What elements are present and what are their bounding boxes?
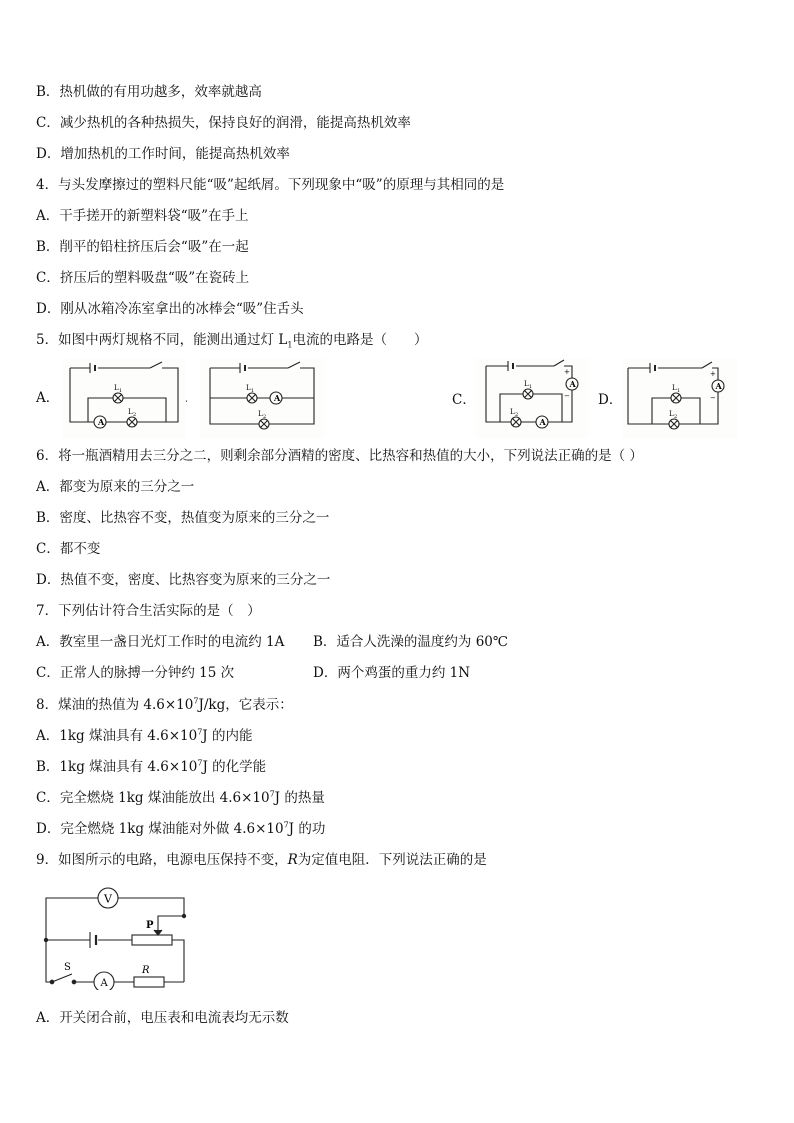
q5c-ammeter-icon-2: A (539, 417, 546, 427)
svg-text:1: 1 (119, 388, 123, 394)
q7-option-a: A．教室里一盏日光灯工作时的电流约 1A (36, 634, 285, 650)
q5-label-b: B． (174, 390, 198, 406)
q5-label-d: D． (598, 392, 623, 408)
q5-circuit-a (62, 358, 186, 438)
q5-circuit-b (200, 358, 324, 438)
q9-option-a: A．开关闭合前，电压表和电流表均无示数 (36, 1010, 289, 1026)
svg-text:−: − (564, 392, 570, 400)
q5-circuit-d (622, 358, 738, 438)
ammeter-icon: A (100, 978, 108, 989)
q8-stem: 8．煤油的热值为 $4.6\times 10^7J/kg$，它表示： (36, 696, 293, 713)
svg-text:L: L (128, 408, 133, 416)
q3-option-c: C．减少热机的各种热损失，保持良好的润滑，能提高热机效率 (36, 115, 411, 131)
q3-option-b: B．热机做的有用功越多，效率就越高 (36, 84, 262, 100)
q5d-ammeter-icon: A (715, 381, 722, 391)
q4-option-a: A．干手搓开的新塑料袋“吸”在手上 (36, 208, 249, 224)
q8-option-b: B．1kg 煤油具有 $4.6\times 10^7J$ 的化学能 (36, 758, 267, 775)
svg-text:−: − (710, 394, 716, 402)
svg-text:L: L (246, 384, 251, 392)
q5c-ammeter-icon-1: A (569, 379, 576, 389)
q8-option-c: C．完全燃烧 1kg 煤油能放出 $4.6\times 10^7J$ 的热量 (36, 789, 325, 806)
q5-label-a: A． (36, 390, 60, 406)
svg-text:2: 2 (263, 414, 267, 420)
q8-option-d: D．完全燃烧 1kg 煤油能对外做 $4.6\times 10^7J$ 的功 (36, 820, 326, 837)
q7-option-d: D．两个鸡蛋的重力约 1N (313, 665, 471, 681)
voltmeter-icon: V (104, 892, 112, 906)
svg-text:+: + (710, 370, 716, 378)
q5-label-c: C． (452, 392, 476, 408)
q5-circuit-c (476, 358, 588, 438)
q6-option-d: D．热值不变，密度、比热容变为原来的三分之一 (36, 572, 331, 588)
svg-text:+: + (564, 368, 570, 376)
q4-stem: 4．与头发摩擦过的塑料尺能“吸”起纸屑。下列现象中“吸”的原理与其相同的是 (36, 177, 505, 193)
q8-option-a: A．1kg 煤油具有 $4.6\times 10^7J$ 的内能 (36, 727, 253, 744)
q4-option-d: D．刚从冰箱冷冻室拿出的冰棒会“吸”住舌头 (36, 301, 304, 317)
svg-text:L: L (114, 384, 119, 392)
svg-text:2: 2 (674, 414, 678, 420)
resistor-label: R (142, 965, 150, 976)
q9-circuit-diagram (38, 882, 196, 990)
q6-option-c: C．都不变 (36, 541, 101, 557)
q3-option-d: D．增加热机的工作时间，能提高热机效率 (36, 146, 290, 162)
svg-text:L: L (510, 408, 515, 416)
q4-option-b: B．削平的铅柱挤压后会“吸”在一起 (36, 239, 249, 255)
q7-option-c: C．正常人的脉搏一分钟约 15 次 (36, 665, 235, 681)
svg-text:L: L (669, 410, 674, 418)
svg-text:1: 1 (251, 388, 255, 394)
switch-label: S (64, 962, 71, 973)
q6-stem: 6．将一瓶酒精用去三分之二，则剩余部分酒精的密度、比热容和热值的大小，下列说法正确的是（ ） (36, 448, 643, 464)
q5-stem: 5．如图中两灯规格不同，能测出通过灯 $L_1$电流的电路是（ ） (36, 332, 428, 350)
q6-option-a: A．都变为原来的三分之一 (36, 479, 195, 495)
q5b-ammeter-icon: A (274, 393, 281, 403)
svg-text:1: 1 (677, 388, 681, 394)
svg-text:1: 1 (529, 384, 533, 390)
q6-option-b: B．密度、比热容不变，热值变为原来的三分之一 (36, 510, 330, 526)
svg-text:L: L (258, 410, 263, 418)
svg-text:L: L (672, 384, 677, 392)
svg-text:2: 2 (133, 412, 137, 418)
q7-option-b: B．适合人洗澡的温度约为 60℃ (313, 634, 508, 650)
slider-label: P (146, 920, 154, 931)
q9-stem: 9．如图所示的电路，电源电压保持不变，R为定值电阻．下列说法正确的是 (36, 852, 487, 868)
q5a-ammeter-icon: A (98, 417, 105, 427)
q4-option-c: C．挤压后的塑料吸盘“吸”在瓷砖上 (36, 270, 250, 286)
svg-text:L: L (524, 380, 529, 388)
svg-text:2: 2 (515, 412, 519, 418)
q7-stem: 7．下列估计符合生活实际的是（ ） (36, 603, 261, 619)
